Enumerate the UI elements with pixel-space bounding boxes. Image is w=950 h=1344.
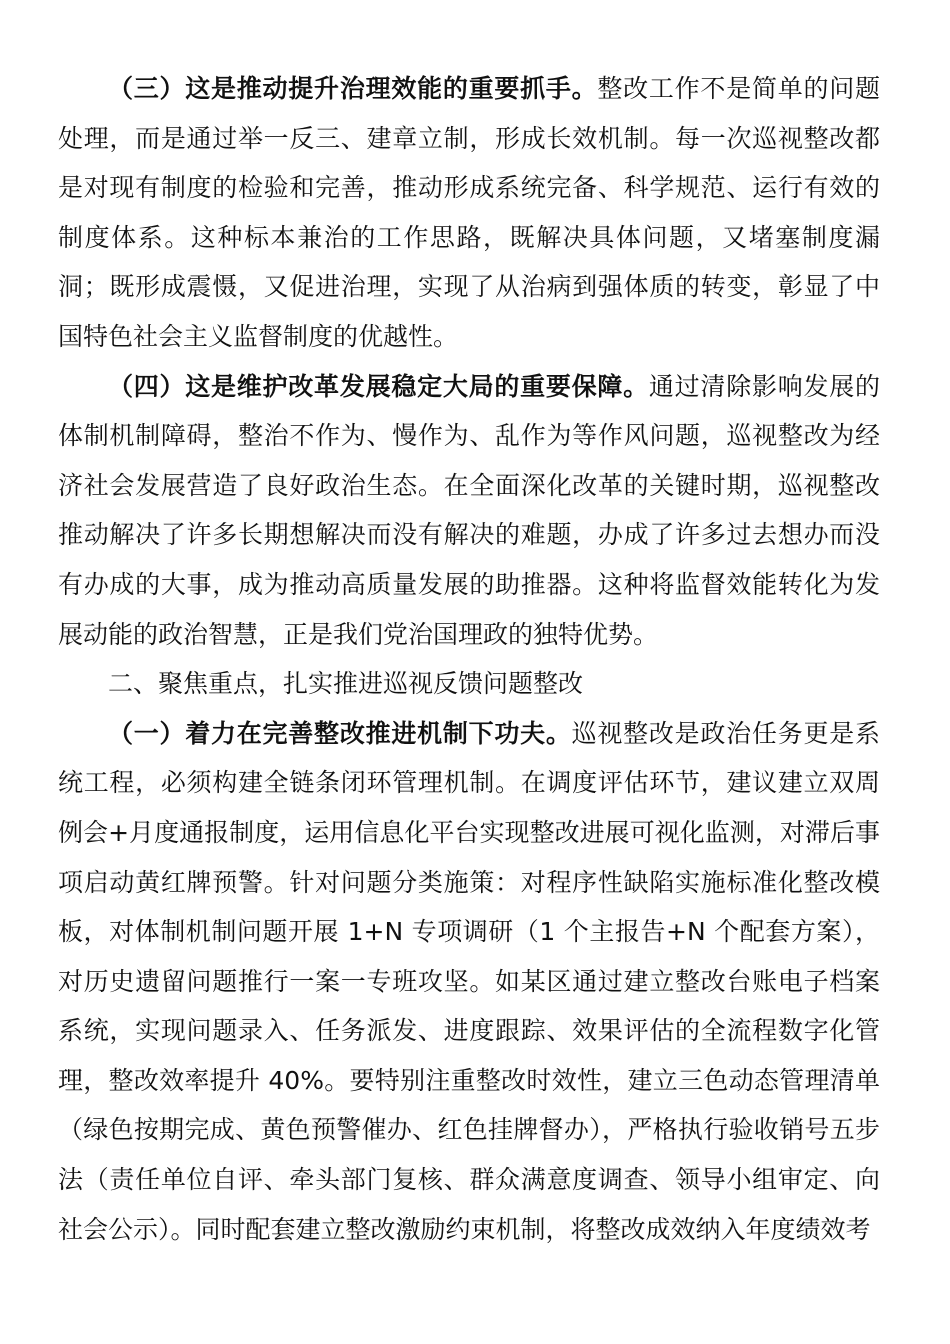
paragraph-lead-heading: （四）这是维护改革发展稳定大局的重要保障。 xyxy=(108,371,649,401)
paragraph-lead-heading: （一）着力在完善整改推进机制下功夫。 xyxy=(108,718,572,748)
paragraph-rectification-mechanism xyxy=(58,709,880,1255)
paragraph-reform-stability xyxy=(58,362,880,660)
paragraph-governance-efficiency xyxy=(58,64,880,362)
paragraph-body-text: 通过清除影响发展的体制机制障碍，整治不作为、慢作为、乱作为等作风问题，巡视整改为经济社会发展营造了良好政治生态。在全面深化改革的关键时期，巡视整改推动解决了许多长期想解决而没有解决的难题，办成了许多过去想办而没有办成的大事，成为推动高质量发展的助推器。这种将监督效能转化为发展动能的政治智慧，正是我们党治国理政的独特优势。 xyxy=(58,371,880,649)
paragraph-lead-heading: （三）这是推动提升治理效能的重要抓手。 xyxy=(108,74,598,103)
paragraph-body-text: 巡视整改是政治任务更是系统工程，必须构建全链条闭环管理机制。在调度评估环节，建议建立双周例会+月度通报制度，运用信息化平台实现整改进展可视化监测，对滞后事项启动黄红牌预警。针对问题分类施策：对程序性缺陷实施标准化整改模板，对体制机制问题开展 1+N 专项调研（1 个主报告+N 个配套方案），对历史遗留问题推行一案一专班攻坚。如某区通过建立整改台账电子档案系统，实现问题录入、任务派发、进度跟踪、效果评估的全流程数字化管理，整改效率提升 40%。要特别注重整改时效性，建立三色动态管理清单（绿色按期完成、黄色预警催办、红色挂牌督办），严格执行验收销号五步法（责任单位自评、牵头部门复核、群众满意度调查、领导小组审定、向社会公示）。同时配套建立整改激励约束机制，将整改成效纳入年度绩效考 xyxy=(58,718,880,1244)
paragraph-body-text: 整改工作不是简单的问题处理，而是通过举一反三、建章立制，形成长效机制。每一次巡视整改都是对现有制度的检验和完善，推动形成系统完备、科学规范、运行有效的制度体系。这种标本兼治的工作思路，既解决具体问题，又堵塞制度漏洞；既形成震慑，又促进治理，实现了从治病到强体质的转变，彰显了中国特色社会主义监督制度的优越性。 xyxy=(58,74,880,351)
document-body xyxy=(58,64,880,1254)
section-heading-two: 二、聚焦重点，扎实推进巡视反馈问题整改 xyxy=(108,669,584,699)
